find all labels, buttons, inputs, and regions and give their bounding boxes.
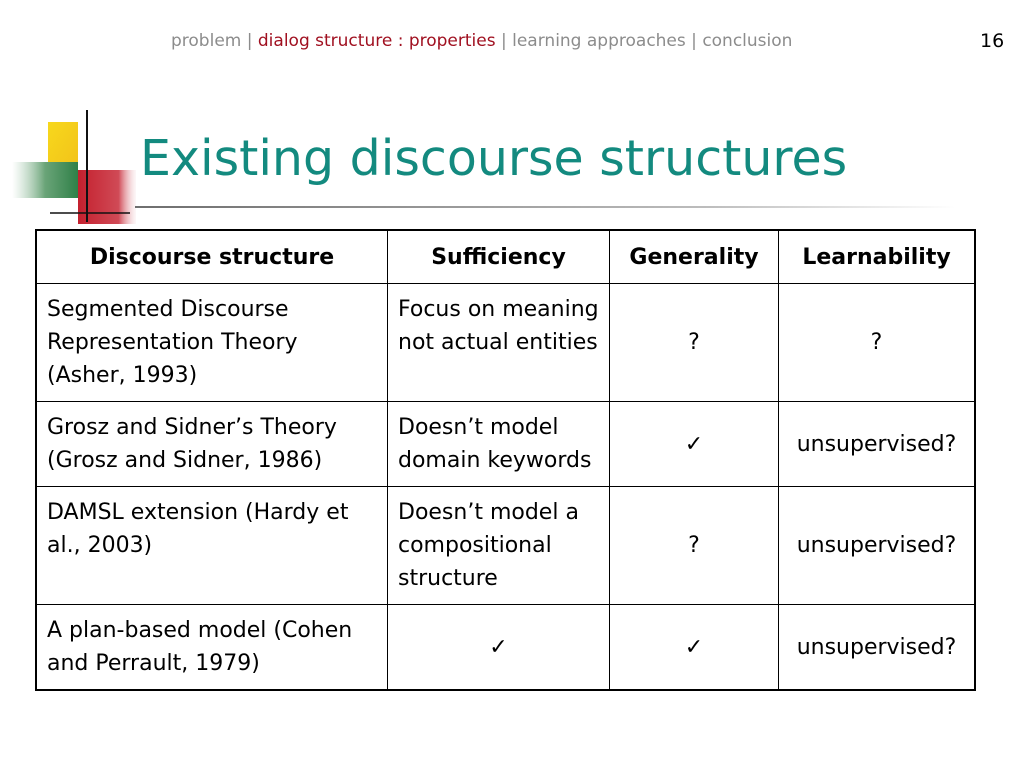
header-sufficiency: Sufficiency [388,230,610,284]
comparison-table [35,229,976,691]
slide-number: 16 [980,30,1005,52]
header-learnability: Learnability [779,230,976,284]
nav-item-problem[interactable]: problem [171,31,242,51]
cell-generality: ? [610,487,779,605]
table-header-row [36,230,975,284]
cell-generality: ✓ [610,402,779,487]
cell-discourse-structure: Grosz and Sidner’s Theory (Grosz and Sidner, 1986) [36,402,388,487]
cell-sufficiency: Doesn’t model a compositional structure [388,487,610,605]
decorative-squares-logo [0,0,140,230]
header-generality: Generality [610,230,779,284]
cell-sufficiency: ✓ [388,605,610,691]
cell-learnability: unsupervised? [779,487,976,605]
table-row [36,487,975,605]
nav-item-conclusion[interactable]: conclusion [702,31,793,51]
cell-generality: ? [610,284,779,402]
cell-learnability: ? [779,284,976,402]
nav-separator: | [495,31,513,51]
cell-learnability: unsupervised? [779,605,976,691]
cell-generality: ✓ [610,605,779,691]
nav-item-learning-approaches[interactable]: learning approaches [512,31,686,51]
cell-learnability: unsupervised? [779,402,976,487]
cell-discourse-structure: DAMSL extension (Hardy et al., 2003) [36,487,388,605]
header-discourse-structure: Discourse structure [36,230,388,284]
breadcrumb-nav [171,31,792,51]
nav-item-dialog-structure[interactable]: dialog structure : properties [257,31,496,51]
table-row [36,605,975,691]
table-row [36,402,975,487]
cell-sufficiency: Focus on meaning not actual entities [388,284,610,402]
cell-discourse-structure: Segmented Discourse Representation Theory (Asher, 1993) [36,284,388,402]
slide-title: Existing discourse structures [140,130,848,187]
cell-discourse-structure: A plan-based model (Cohen and Perrault, 1979) [36,605,388,691]
title-underline [135,206,955,208]
cell-sufficiency: Doesn’t model domain keywords [388,402,610,487]
nav-separator: | [241,31,258,51]
nav-separator: | [685,31,703,51]
table-row [36,284,975,402]
